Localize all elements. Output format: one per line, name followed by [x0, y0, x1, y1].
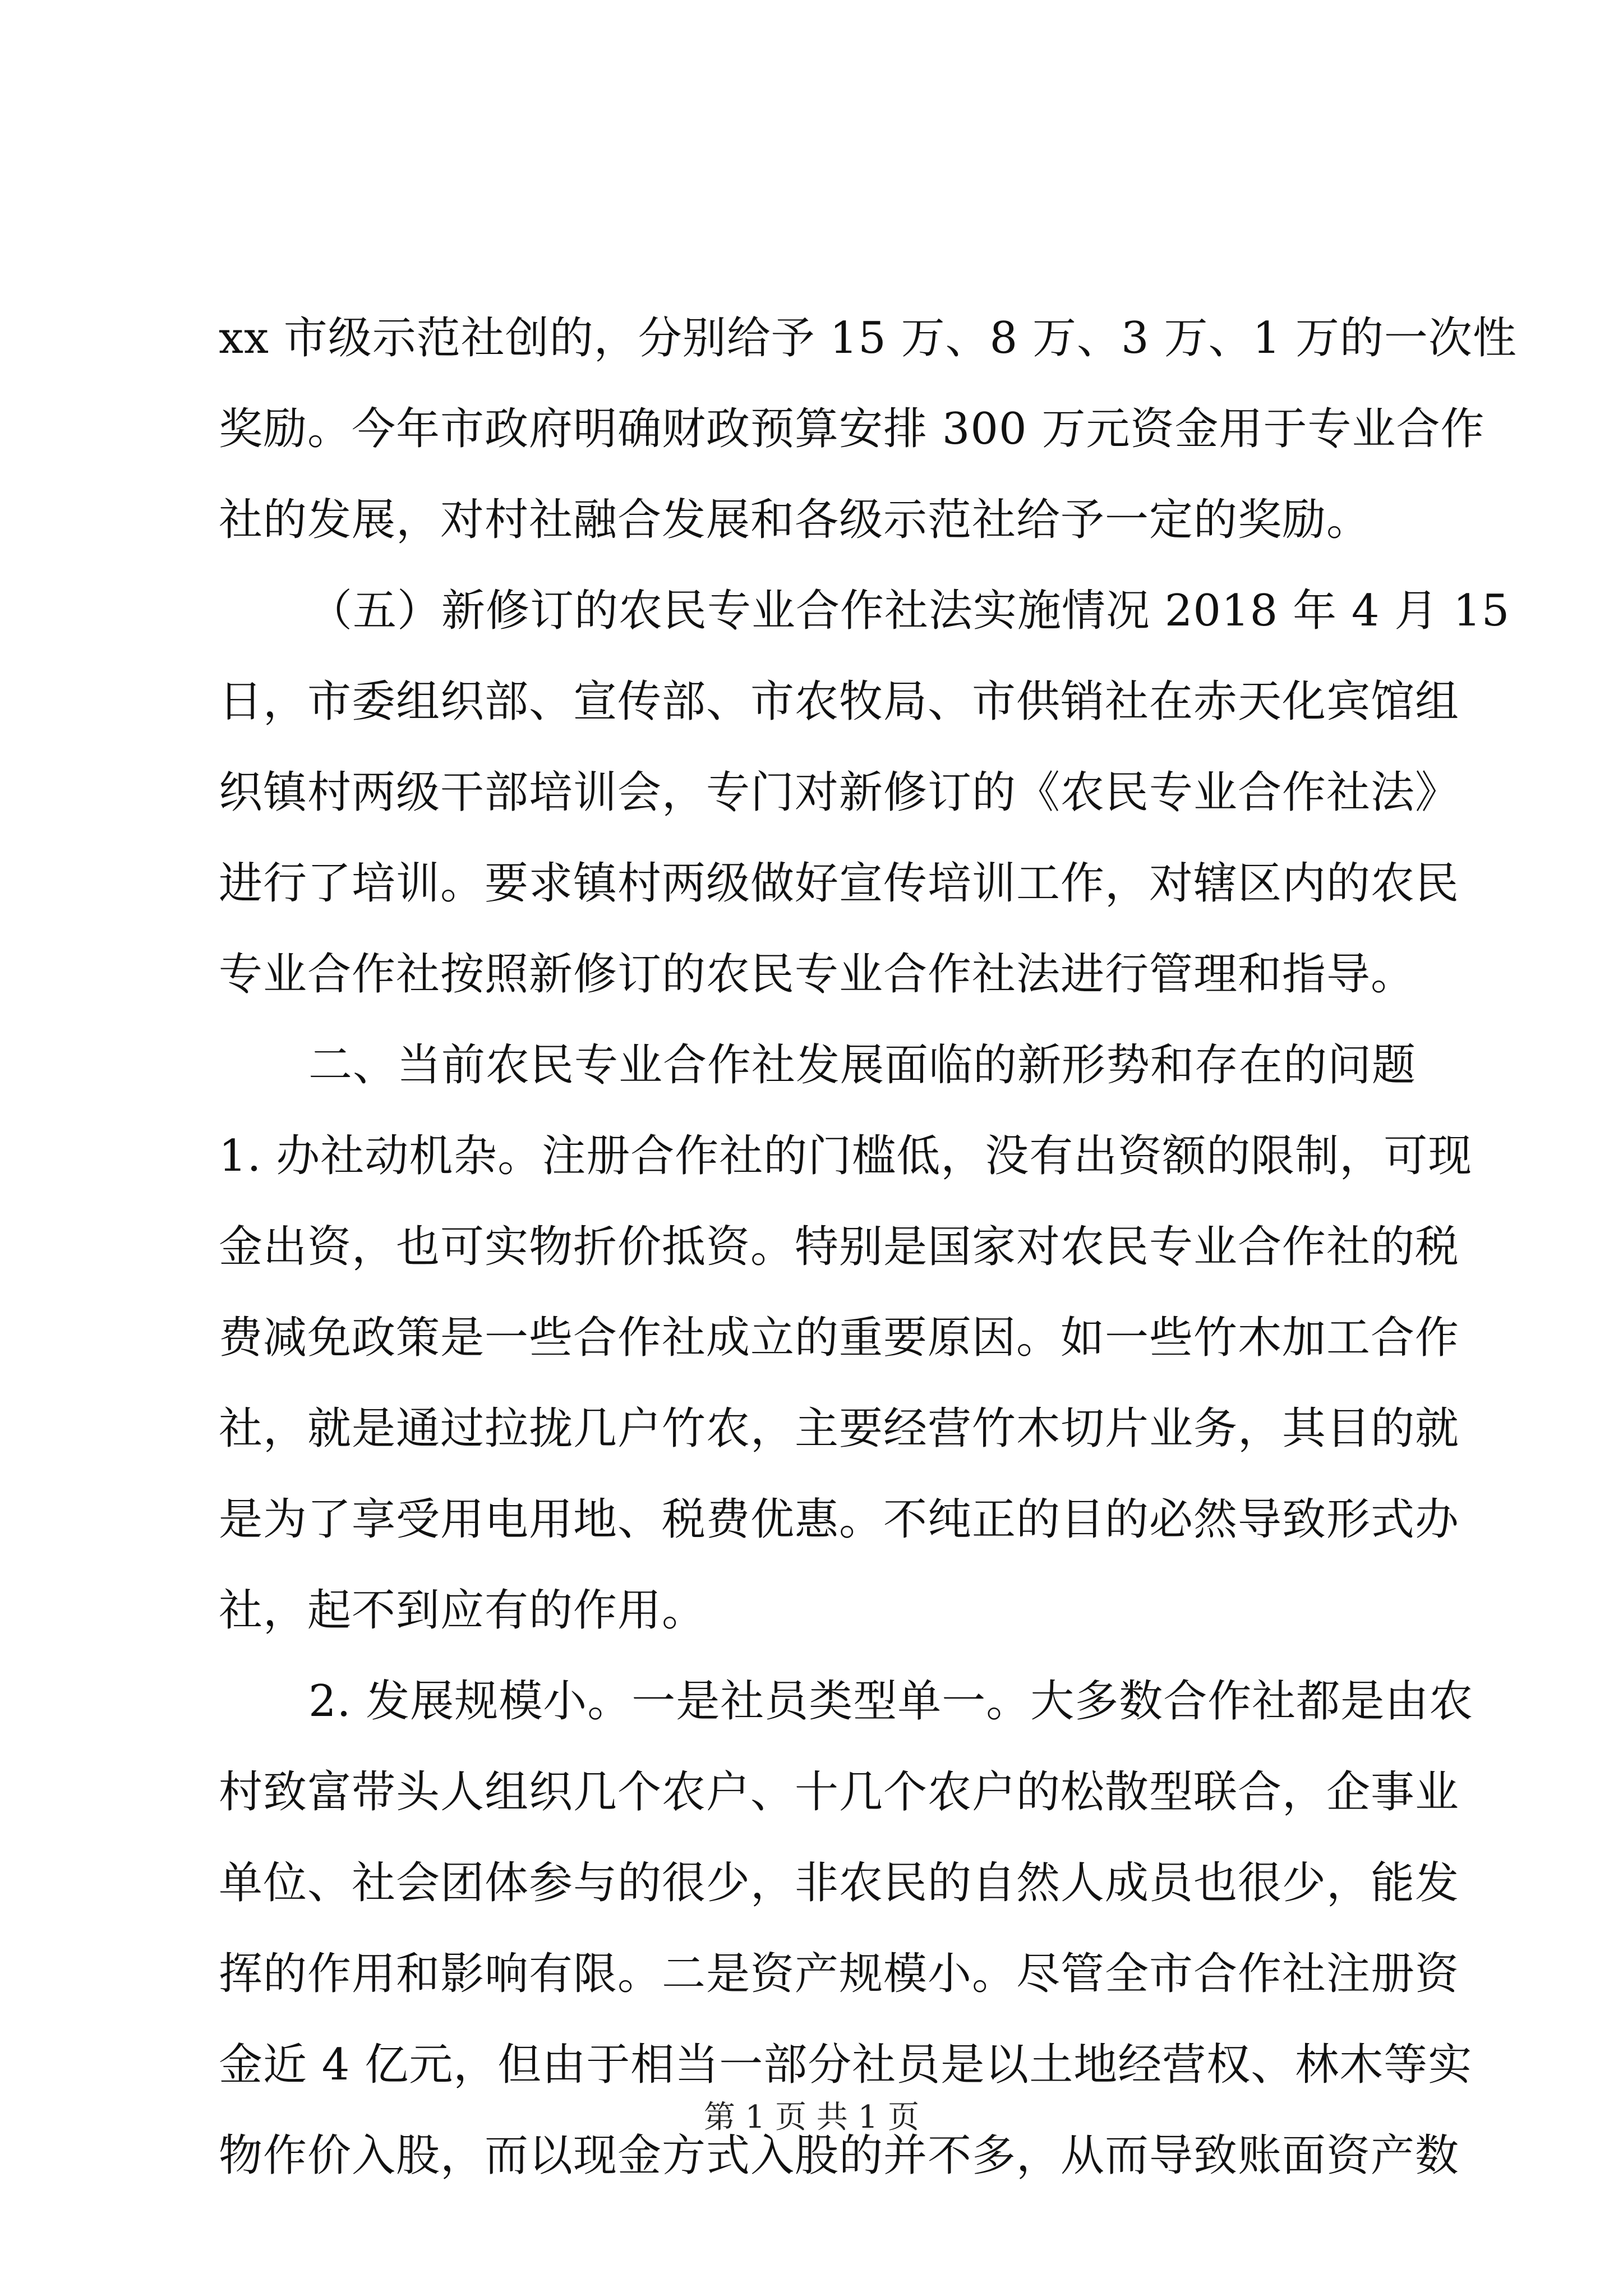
text-line: 是为了享受用电用地、税费优惠。不纯正的目的必然导致形式办 — [219, 1494, 1460, 1545]
text-line: 奖励。今年市政府明确财政预算安排 300 万元资金用于专业合作 — [219, 404, 1485, 454]
text-line: 物作价入股，而以现金方式入股的并不多，从而导致账面资产数 — [219, 2131, 1460, 2181]
text-line: 2. 发展规模小。一是社员类型单一。大多数合作社都是由农 — [308, 1676, 1474, 1727]
text-line: 社，起不到应有的作用。 — [219, 1585, 707, 1636]
text-line: 挥的作用和影响有限。二是资产规模小。尽管全市合作社注册资 — [219, 1949, 1460, 1999]
text-line: 1. 办社动机杂。注册合作社的门槛低，没有出资额的限制，可现 — [219, 1131, 1473, 1181]
text-line: 社的发展，对村社融合发展和各级示范社给予一定的奖励。 — [219, 495, 1371, 545]
text-line: 进行了培训。要求镇村两级做好宣传培训工作，对辖区内的农民 — [219, 858, 1460, 909]
text-line: 金近 4 亿元，但由于相当一部分社员是以土地经营权、林木等实 — [219, 2040, 1473, 2090]
text-line: （五）新修订的农民专业合作社法实施情况 2018 年 4 月 15 — [308, 586, 1510, 636]
text-line: 日，市委组织部、宣传部、市农牧局、市供销社在赤天化宾馆组 — [219, 677, 1460, 727]
text-line: 村致富带头人组织几个农户、十几个农户的松散型联合，企事业 — [219, 1767, 1460, 1818]
text-line: 费减免政策是一些合作社成立的重要原因。如一些竹木加工合作 — [219, 1313, 1460, 1363]
document-body — [219, 293, 1517, 2201]
text-line: 金出资，也可实物折价抵资。特别是国家对农民专业合作社的税 — [219, 1222, 1460, 1272]
text-line: 社，就是通过拉拢几户竹农，主要经营竹木切片业务，其目的就 — [219, 1404, 1460, 1454]
page-footer: 第 1 页 共 1 页 — [703, 2099, 920, 2136]
text-line: 专业合作社按照新修订的农民专业合作社法进行管理和指导。 — [219, 949, 1415, 1000]
text-line: 二、当前农民专业合作社发展面临的新形势和存在的问题 — [308, 1040, 1417, 1091]
text-line: 单位、社会团体参与的很少，非农民的自然人成员也很少，能发 — [219, 1858, 1460, 1908]
text-line: xx 市级示范社创的，分别给予 15 万、8 万、3 万、1 万的一次性 — [219, 313, 1517, 364]
text-line: 织镇村两级干部培训会，专门对新修订的《农民专业合作社法》 — [219, 767, 1460, 818]
